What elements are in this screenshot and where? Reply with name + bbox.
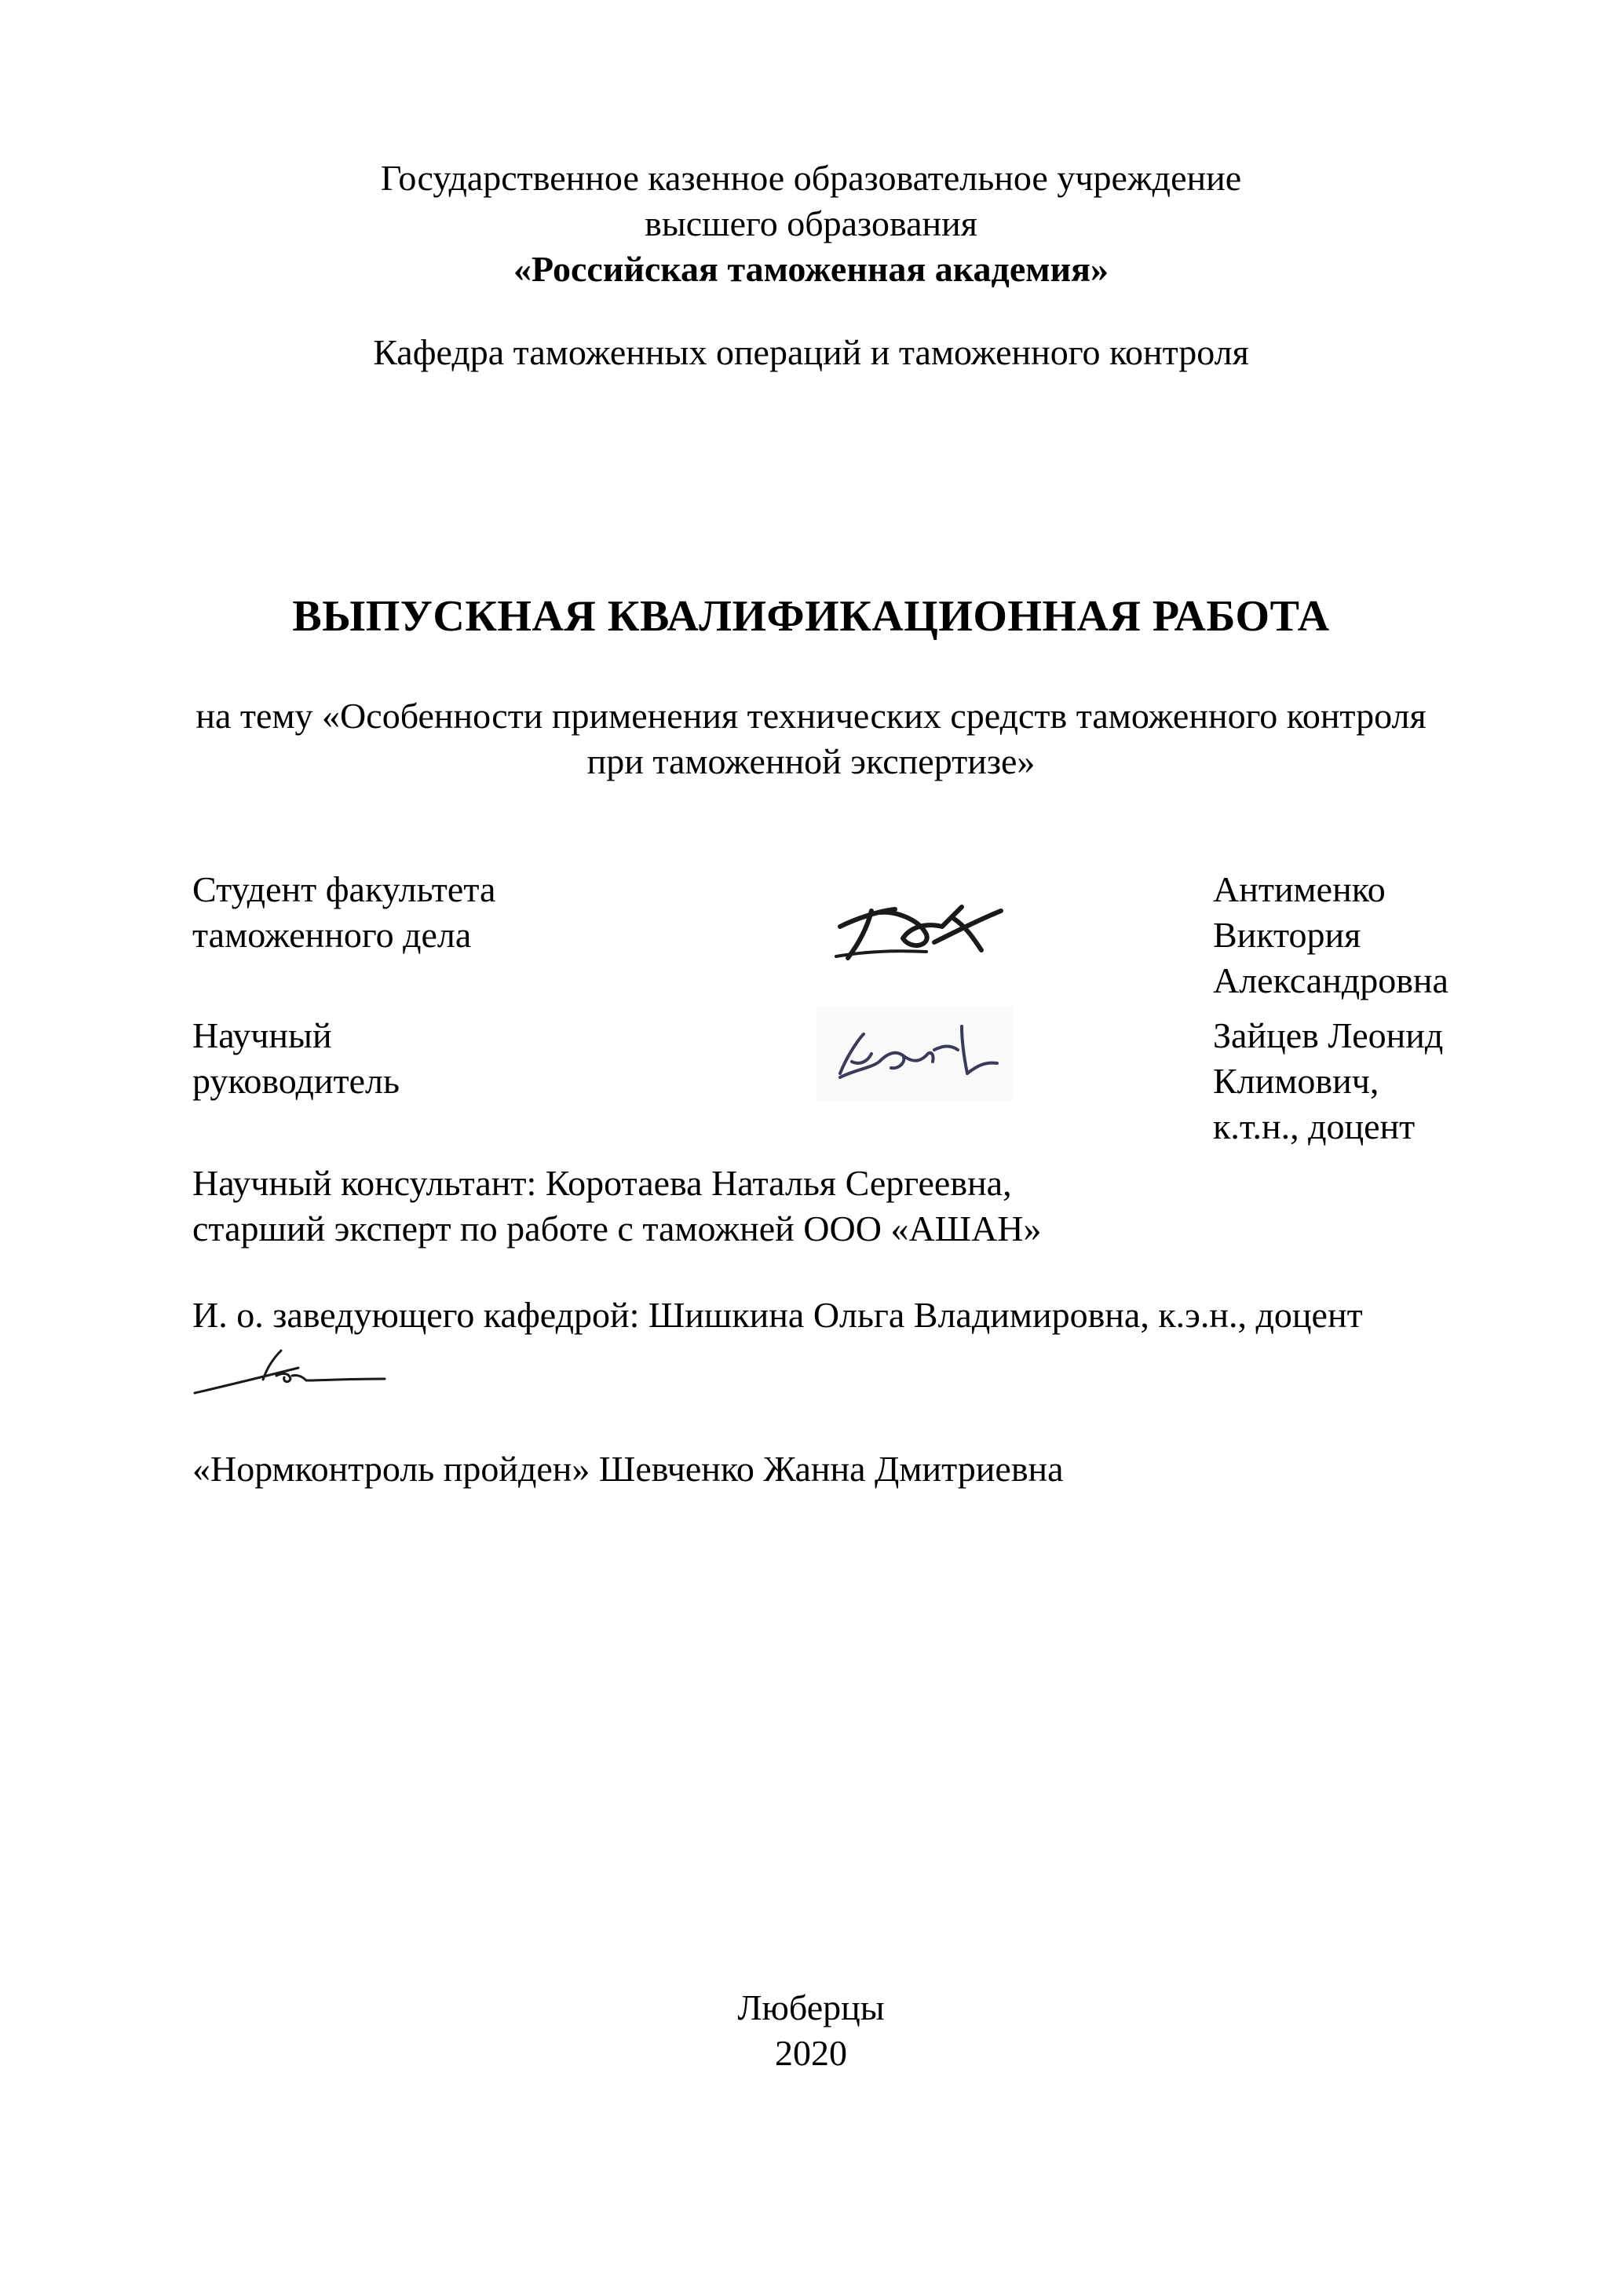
- student-role-line-1: Студент факультета: [192, 869, 496, 909]
- supervisor-role-line-2: руководитель: [192, 1061, 400, 1101]
- supervisor-name-line-2: Климович,: [1213, 1061, 1379, 1101]
- institution-level: высшего образования: [645, 203, 977, 243]
- student-role-line-2: таможенного дела: [192, 915, 472, 955]
- normcontrol-note: «Нормконтроль пройден» Шевченко Жанна Дмитриевна: [192, 1449, 1064, 1489]
- supervisor-role-line-1: Научный: [192, 1015, 332, 1055]
- student-signature: [824, 864, 1005, 974]
- year: 2020: [775, 2033, 847, 2073]
- document-title: ВЫПУСКНАЯ КВАЛИФИКАЦИОННАЯ РАБОТА: [292, 592, 1330, 641]
- city: Люберцы: [737, 1987, 885, 2027]
- department-name: Кафедра таможенных операций и таможенного контроля: [373, 332, 1249, 372]
- academy-name: «Российская таможенная академия»: [513, 249, 1109, 289]
- supervisor-name-line-1: Зайцев Леонид: [1213, 1015, 1444, 1055]
- student-name-line-3: Александровна: [1213, 960, 1448, 1000]
- student-name-line-2: Виктория: [1213, 915, 1361, 955]
- topic-line-2: при таможенной экспертизе»: [586, 741, 1036, 781]
- topic-line-1: на тему «Особенности применения технических средств таможенного контроля: [195, 696, 1427, 736]
- institution-type: Государственное казенное образовательное учреждение: [380, 158, 1242, 198]
- student-name-line-1: Антименко: [1213, 869, 1386, 909]
- consultant-line-2: старший эксперт по работе с таможней ООО «АШАН»: [192, 1208, 1042, 1249]
- supervisor-signature: [816, 1007, 1013, 1101]
- head-of-department: И. о. заведующего кафедрой: Шишкина Ольга Владимировна, к.э.н., доцент: [192, 1295, 1363, 1335]
- head-of-department-signature: [188, 1344, 393, 1399]
- consultant-line-1: Научный консультант: Коротаева Наталья Сергеевна,: [192, 1163, 1012, 1203]
- supervisor-name-line-3: к.т.н., доцент: [1213, 1106, 1416, 1146]
